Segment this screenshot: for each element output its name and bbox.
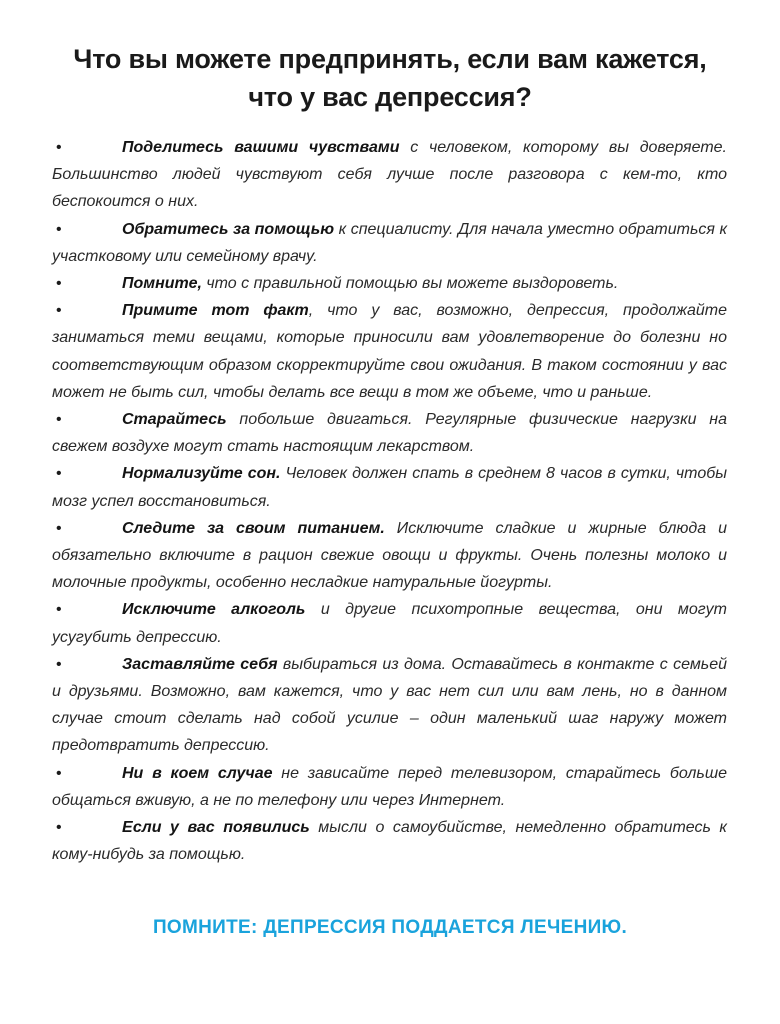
item-emphasis: Заставляйте себя [122, 655, 278, 673]
item-emphasis: Следите за своим питанием. [122, 519, 385, 537]
advice-list [52, 134, 727, 868]
page-title [40, 40, 740, 116]
list-item [52, 760, 727, 814]
item-text: побольше двигаться. Регулярные физические нагрузки на свежем воздухе могут стать настоящим лекарством. [52, 411, 727, 456]
list-item [52, 134, 727, 216]
item-text: и другие психотропные вещества, они могут усугубить депрессию. [52, 601, 728, 646]
item-text: к специалисту. Для начала уместно обратиться к участковому или семейному врачу. [52, 220, 727, 265]
item-text: Исключите сладкие и жирные блюда и обязательно включите в рацион свежие овощи и фрукты. Очень полезны молоко и молочные продукты, особенно несладкие натуральные йогурты. [52, 519, 727, 592]
item-text: не зависайте перед телевизором, старайтесь больше общаться вживую, а не по телефону или через Интернет. [52, 764, 727, 809]
item-text: выбираться из дома. Оставайтесь в контакте с семьей и друзьями. Возможно, вам кажется, что у вас нет сил или вам лень, но в данном случае стоит сделать над собой усилие – один маленький шаг наружу может предотвратить депрессию. [52, 655, 728, 755]
list-item [52, 406, 727, 460]
list-item [52, 297, 727, 406]
bullet-icon: • [56, 411, 62, 429]
list-item [52, 596, 727, 650]
bullet-icon: • [56, 465, 62, 483]
list-item [52, 814, 727, 868]
bullet-icon: • [56, 519, 62, 537]
list-item [52, 651, 727, 760]
item-emphasis: Если у вас появились [122, 819, 310, 837]
item-emphasis: Старайтесь [122, 411, 227, 429]
list-item [52, 515, 727, 597]
page-title-line-1: Что вы можете предпринять, если вам кажется, [73, 44, 707, 74]
item-text: , что у вас, возможно, депрессия, продолжайте заниматься теми вещами, которые приносили вам удовлетворение до болезни но соответствующим образом скорректируйте свои ожидания. В таком состоянии у вас может не быть сил, чтобы делать все вещи в том же объеме, что и раньше. [52, 302, 728, 401]
item-emphasis: Нормализуйте сон. [122, 465, 281, 483]
bullet-icon: • [56, 275, 62, 293]
item-emphasis: Помните, [122, 275, 202, 293]
item-emphasis: Исключите алкоголь [122, 601, 306, 619]
bullet-icon: • [56, 220, 62, 238]
item-emphasis: Ни в коем случае [122, 764, 273, 782]
bullet-icon: • [56, 764, 62, 782]
bullet-icon: • [56, 601, 62, 619]
bullet-icon: • [56, 655, 62, 673]
list-item [52, 216, 727, 270]
item-text: что с правильной помощью вы можете выздороветь. [201, 275, 619, 293]
list-item [52, 270, 727, 297]
item-emphasis: Обратитесь за помощью [122, 220, 335, 238]
bullet-icon: • [56, 819, 62, 837]
item-text: мысли о самоубийстве, немедленно обратитесь к кому-нибудь за помощью. [52, 819, 727, 864]
bullet-icon: • [56, 139, 62, 156]
list-item [52, 460, 727, 514]
footer-reminder: ПОМНИТЕ: ДЕПРЕССИЯ ПОДДАЕТСЯ ЛЕЧЕНИЮ. [152, 917, 628, 938]
item-text: с человеком, которому вы доверяете. Большинство людей чувствуют себя лучше после разговора с кем-то, кто беспокоится о них. [52, 139, 727, 211]
item-emphasis: Поделитесь вашими чувствами [122, 139, 400, 156]
page-title-line-2: что у вас депрессия? [248, 82, 532, 112]
bullet-icon: • [56, 302, 62, 320]
item-emphasis: Примите тот факт [122, 302, 309, 320]
item-text: Человек должен спать в среднем 8 часов в сутки, чтобы мозг успел восстановиться. [52, 465, 727, 510]
